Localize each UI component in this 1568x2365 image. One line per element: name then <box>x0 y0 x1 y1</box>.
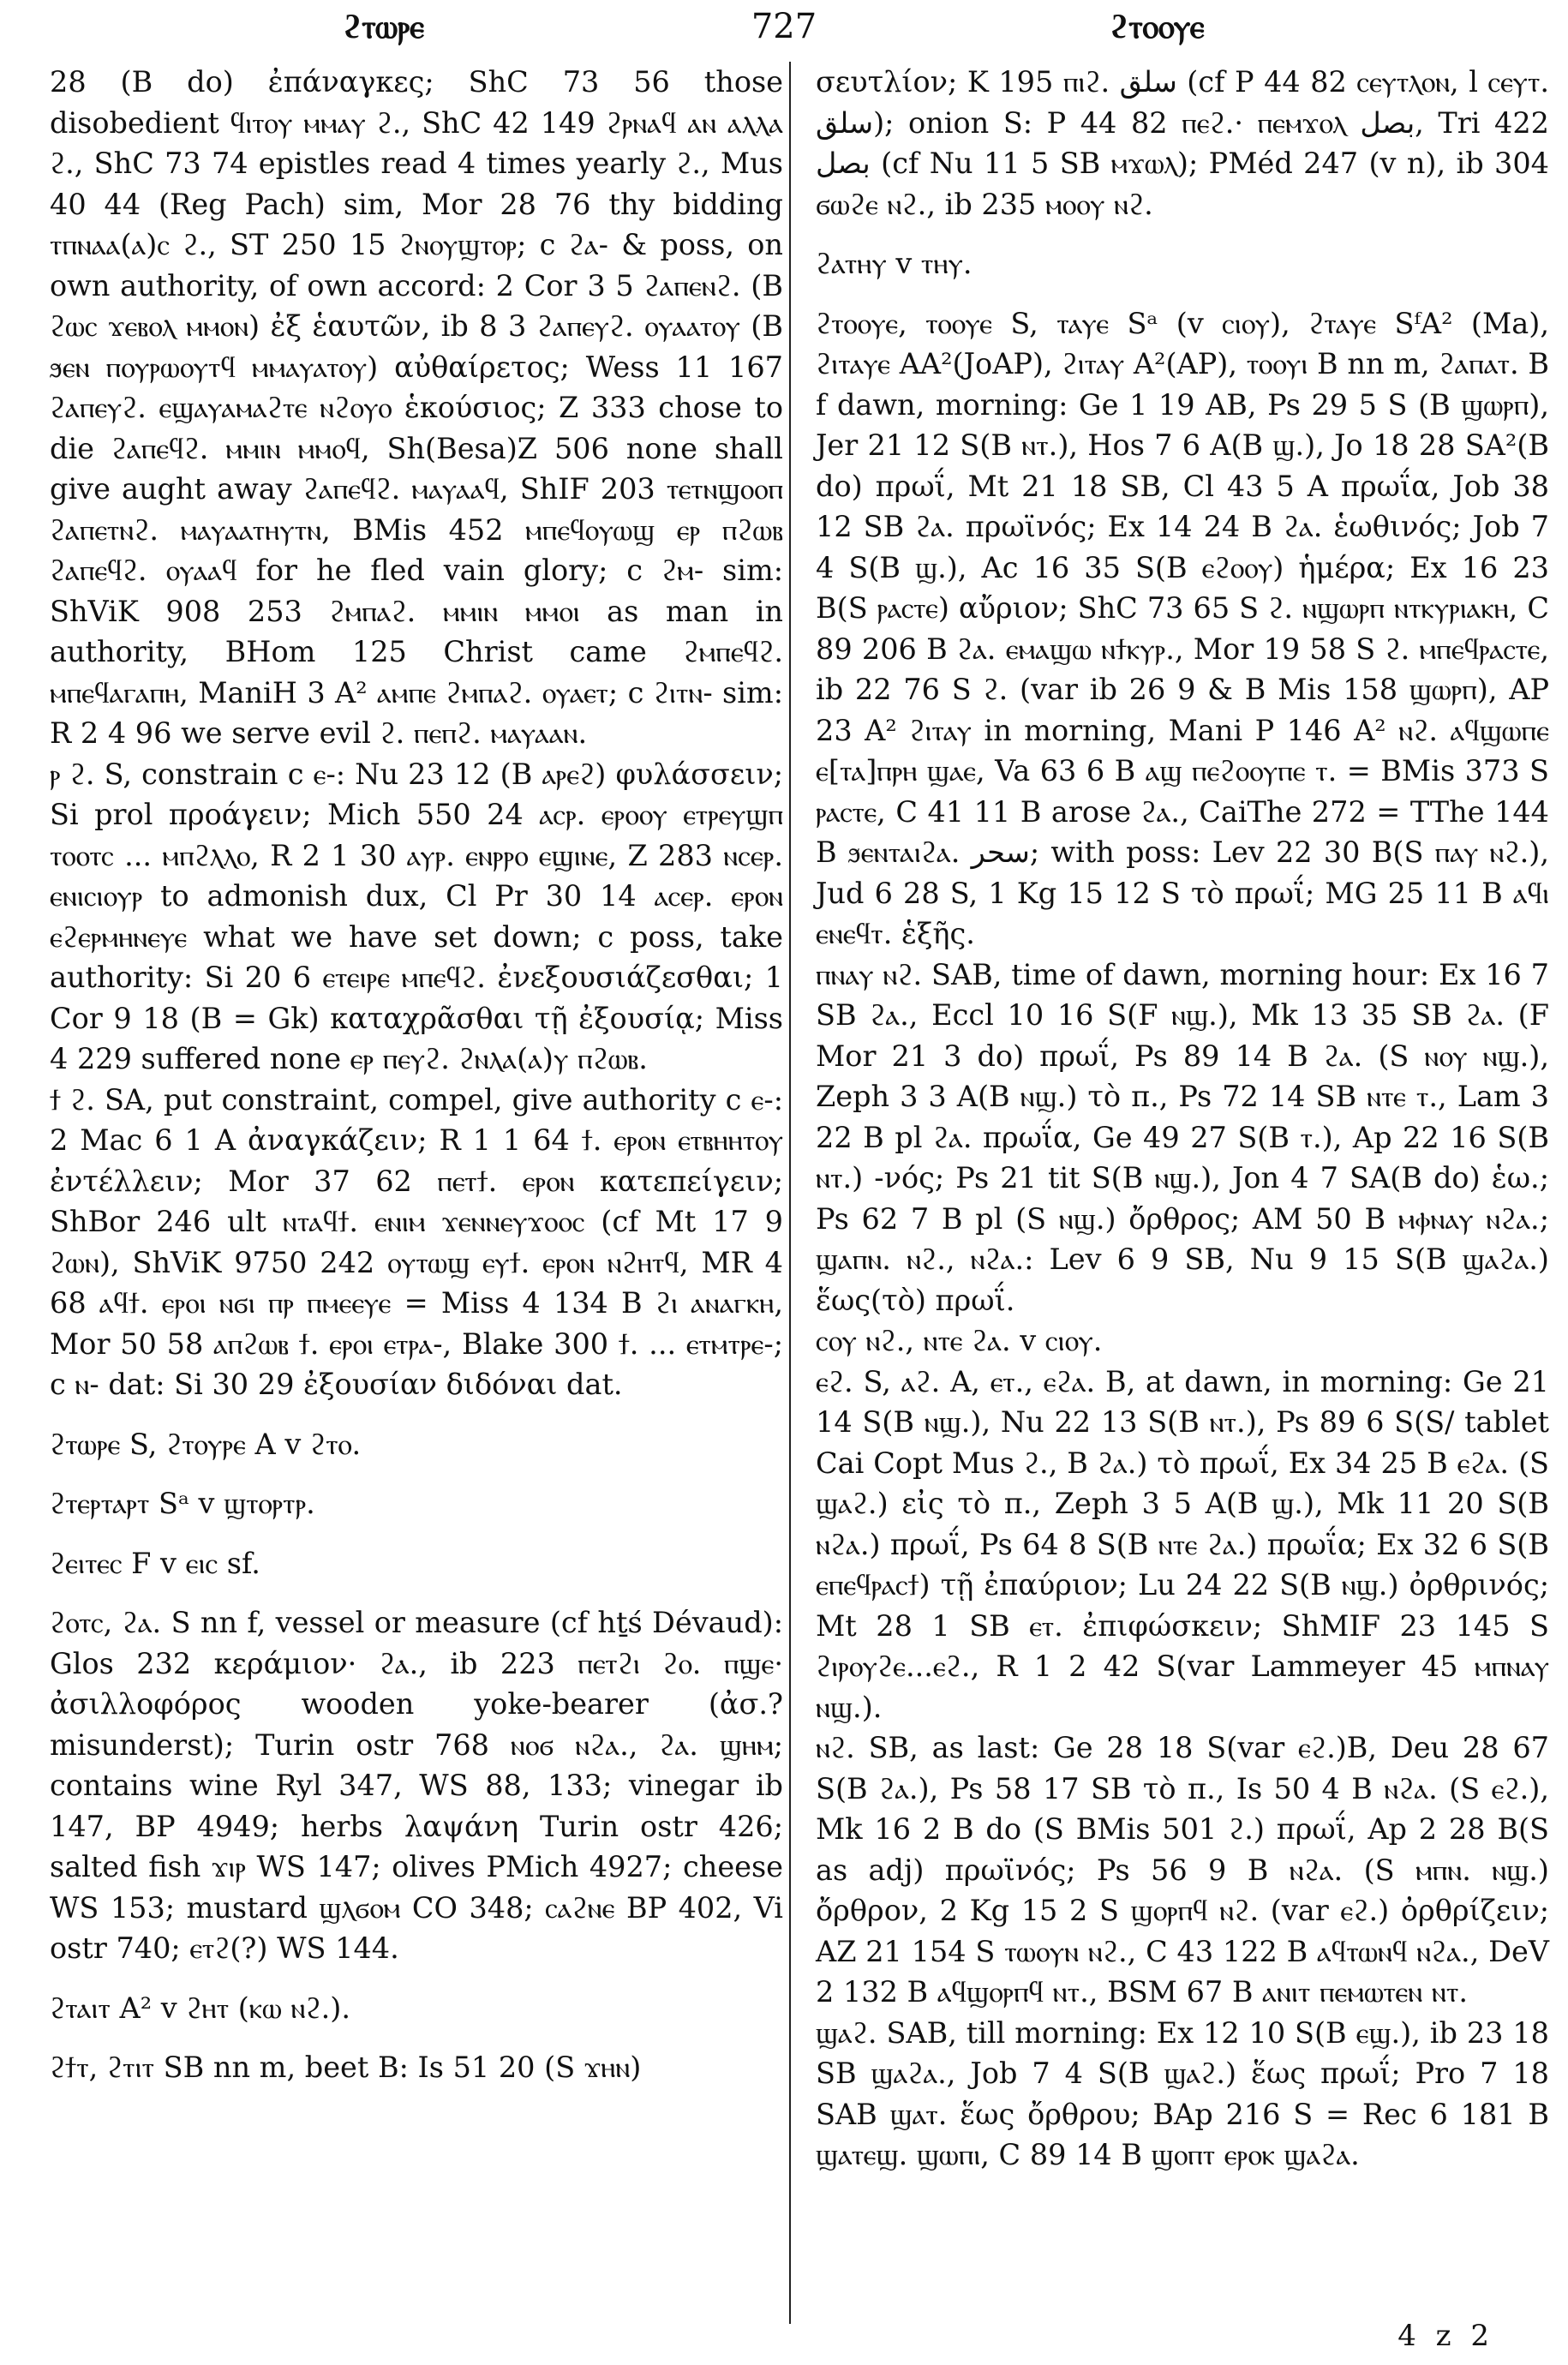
left-column <box>50 62 783 2088</box>
dictionary-entry: ϩⲧⲉⲣⲧⲁⲣⲧ Sᵃ v ϣⲧⲟⲣⲧⲣ. <box>50 1487 315 1520</box>
column-divider <box>789 62 791 2324</box>
dictionary-entry: ϩⲟⲧⲥ, ϩⲁ. S nn f, vessel or measure (cf hṯś Dévaud): Glos 232 κεράμιον· ϩⲁ., ib 223 ⲡⲉⲧϩⲓ ϩⲟ. ⲡϣⲉ· ἀσιλλοφόρος wooden yoke-bearer (ἀσ.? misunderst); Turin ostr 768 ⲛⲟϭ ⲛϩⲁ., ϩⲁ. ϣⲏⲙ; contains wine Ryl 347, WS 88, 133; vinegar ib 147, BP 4949; herbs λαψάνη Turin ostr 426; salted fish ϫⲓⲣ WS 147; olives PMich 4927; cheese WS 153; mustard ϣⲗϭⲟⲙ CO 348; ⲥⲁϩⲛⲉ BP 402, Vi ostr 740; ⲉⲧϩ(?) WS 144. <box>50 1606 783 1965</box>
entry-paragraph: ⲣ ϩ. S, constrain c ⲉ-: Nu 23 12 (B ⲁⲣⲉϩ) φυλάσσειν; Si prol προάγειν; Mich 550 24 ⲁⲥⲣ. ⲉⲣⲟⲟⲩ ⲉⲧⲣⲉⲩϣⲡ ⲧⲟⲟⲧⲥ ... ⲙⲡϩⲗⲗⲟ, R 2 1 30 ⲁⲩⲣ. ⲉⲛⲣⲣⲟ ⲉϣⲓⲛⲉ, Z 283 ⲛⲥⲉⲣ. ⲉⲛⲓⲥⲓⲟⲩⲣ to admonish dux, Cl Pr 30 14 ⲁⲥⲉⲣ. ⲉⲣⲟⲛ ⲉϩⲉⲣⲙⲏⲛⲉⲩⲉ what we have set down; c poss, take authority: Si 20 6 ⲉⲧⲉⲓⲣⲉ ⲙⲡⲉϥϩ. ἐνεξουσιάζεσθαι; 1 Cor 9 18 (B = Gk) καταχρᾶσθαι τῇ ἐξουσίᾳ; Miss 4 229 suffered none ⲉⲣ ⲡⲉⲩϩ. ϩⲛⲗⲁ(ⲁ)ⲩ ⲡϩⲱⲃ. <box>50 757 783 1075</box>
dictionary-entry: ϩⲁⲧⲏⲩ v ⲧⲏⲩ. <box>816 247 973 280</box>
entry-paragraph: ⲥⲟⲩ ⲛϩ., ⲛⲧⲉ ϩⲁ. v ⲥⲓⲟⲩ. <box>816 1324 1103 1357</box>
dictionary-entry: ϩⲉⲓⲧⲉⲥ F v ⲉⲓⲥ sf. <box>50 1546 260 1580</box>
right-running-headword: ϩⲧⲟⲟⲩⲉ <box>1110 7 1205 45</box>
running-header <box>0 7 1568 58</box>
dictionary-entry: ϩϯⲧ, ϩⲧⲓⲧ SB nn m, beet B: Is 51 20 (S ϫⲏⲛ) <box>50 2051 642 2084</box>
left-running-headword: ϩⲧⲱⲣⲉ <box>343 7 425 45</box>
dictionary-entry: ϩⲧⲱⲣⲉ S, ϩⲧⲟⲩⲣⲉ A v ϩⲧⲟ. <box>50 1427 362 1461</box>
signature-mark: 4 z 2 <box>1397 2319 1494 2353</box>
dictionary-entry: ϩⲧⲁⲓⲧ A² v ϩⲏⲧ (ⲕⲱ ⲛϩ.). <box>50 1991 351 2025</box>
entry-paragraph: ϯ ϩ. SA, put constraint, compel, give authority c ⲉ-: 2 Mac 6 1 A ἀναγκάζειν; R 1 1 64 ϯ. ⲉⲣⲟⲛ ⲉⲧⲃⲏⲏⲧⲟⲩ ἐντέλλειν; Mor 37 62 ⲡⲉⲧϯ. ⲉⲣⲟⲛ κατεπείγειν; ShBor 246 ult ⲛⲧⲁϥϯ. ⲉⲛⲓⲙ ϫⲉⲛⲛⲉⲩϫⲟⲟⲥ (cf Mt 17 9 ϩⲱⲛ), ShViK 9750 242 ⲟⲩⲧⲱϣ ⲉⲩϯ. ⲉⲣⲟⲛ ⲛϩⲏⲧϥ, MR 4 68 ⲁϥϯ. ⲉⲣⲟⲓ ⲛϭⲓ ⲡⲣ ⲡⲙⲉⲉⲩⲉ = Miss 4 134 B ϩⲓ ⲁⲛⲁⲅⲕⲏ, Mor 50 58 ⲁⲡϩⲱⲃ ϯ. ⲉⲣⲟⲓ ⲉⲧⲣⲁ-, Blake 300 ϯ. ... ⲉⲧⲙⲧⲣⲉ-; c ⲛ- dat: Si 30 29 ἐξουσίαν διδόναι dat. <box>50 1082 783 1401</box>
right-column <box>816 62 1549 2176</box>
entry-paragraph: ϣⲁϩ. SAB, till morning: Ex 12 10 S(B ⲉϣ.), ib 23 18 SB ϣⲁϩⲁ., Job 7 4 S(B ϣⲁϩ.) ἕως πρωΐ; Pro 7 18 SAB ϣⲁⲧ. ἕως ὄρθρου; BAp 216 S = Rec 6 181 B ϣⲁⲧⲉϣ. ϣⲱⲡⲓ, C 89 14 B ϣⲟⲡⲧ ⲉⲣⲟⲕ ϣⲁϩⲁ. <box>816 2015 1549 2171</box>
entry-paragraph: ⲡⲛⲁⲩ ⲛϩ. SAB, time of dawn, morning hour: Ex 16 7 SB ϩⲁ., Eccl 10 16 S(F ⲛϣ.), Mk 13 35 SB ϩⲁ. (F Mor 21 3 do) πρωΐ, Ps 89 14 B ϩⲁ. (S ⲛⲟⲩ ⲛϣ.), Zeph 3 3 A(B ⲛϣ.) τὸ π., Ps 72 14 SB ⲛⲧⲉ ⲧ., Lam 3 22 B pl ϩⲁ. πρωΐα, Ge 49 27 S(B ⲧ.), Ap 22 16 S(B ⲛⲧ.) -νός; Ps 21 tit S(B ⲛϣ.), Jon 4 7 SA(B do) ἑω.; Ps 62 7 B pl (S ⲛϣ.) ὄρθρος; AM 50 B ⲙⲫⲛⲁⲩ ⲛϩⲁ.; ϣⲁⲡⲛ. ⲛϩ., ⲛϩⲁ.: Lev 6 9 SB, Nu 9 15 S(B ϣⲁϩⲁ.) ἕως(τὸ) πρωΐ. <box>816 957 1549 1317</box>
page-number: 727 <box>751 7 817 46</box>
entry-paragraph: ⲉϩ. S, ⲁϩ. A, ⲉⲧ., ⲉϩⲁ. B, at dawn, in morning: Ge 21 14 S(B ⲛϣ.), Nu 22 13 S(B ⲛⲧ.), Ps 89 6 S(S/ tablet Cai Copt Mus ϩ., B ϩⲁ.) τὸ πρωΐ, Ex 34 25 B ⲉϩⲁ. (S ϣⲁϩ.) εἰς τὸ π., Zeph 3 5 A(B ϣ.), Mk 11 20 S(B ⲛϩⲁ.) πρωΐ, Ps 64 8 S(B ⲛⲧⲉ ϩⲁ.) πρωΐα; Ex 32 6 S(B ⲉⲡⲉϥⲣⲁⲥϯ) τῇ ἐπαύριον; Lu 24 22 S(B ⲛϣ.) ὀρθρινός; Mt 28 1 SB ⲉⲧ. ἐπιφώσκειν; ShMIF 23 145 S ϩⲓⲣⲟⲩϩⲉ...ⲉϩ., R 1 2 42 S(var Lammeyer 45 ⲙⲡⲛⲁⲩ ⲛϣ.). <box>816 1364 1549 1724</box>
entry-paragraph: σευτλίον; K 195 ⲡⲓϩ. سلق (cf P 44 82 ⲥⲉⲩⲧⲗⲟⲛ, l ⲥⲉⲩⲧ. سلق); onion S: P 44 82 ⲡⲉϩ.· ⲡⲉⲙϫⲟⲗ بصل, Tri 422 بصل (cf Nu 11 5 SB ⲙϫⲱⲗ); PMéd 247 (v n), ib 304 ϭⲱϩⲉ ⲛϩ., ib 235 ⲙⲟⲟⲩ ⲛϩ. <box>816 65 1549 221</box>
entry-paragraph: 28 (B do) ἐπάναγκες; ShC 73 56 those disobedient ϥⲓⲧⲟⲩ ⲙⲙⲁⲩ ϩ., ShC 42 149 ϩⲣⲛⲁϥ ⲁⲛ ⲁⲗⲗⲁ ϩ., ShC 73 74 epistles read 4 times yearly ϩ., Mus 40 44 (Reg Pach) sim, Mor 28 76 thy bidding ⲧⲡⲛⲁⲁ(ⲁ)ⲥ ϩ., ST 250 15 ϩⲛⲟⲩϣⲧⲟⲣ; c ϩⲁ- & poss, on own authority, of own accord: 2 Cor 3 5 ϩⲁⲡⲉⲛϩ. (B ϩⲱⲥ ϫⲉⲃⲟⲗ ⲙⲙⲟⲛ) ἐξ ἑαυτῶν, ib 8 3 ϩⲁⲡⲉⲩϩ. ⲟⲩⲁⲁⲧⲟⲩ (B ϧⲉⲛ ⲡⲟⲩⲣⲱⲟⲩⲧϥ ⲙⲙⲁⲩⲁⲧⲟⲩ) αὐθαίρετος; Wess 11 167 ϩⲁⲡⲉⲩϩ. ⲉϣⲁⲩⲁⲙⲁϩⲧⲉ ⲛϩⲟⲩⲟ ἑκούσιος; Z 333 chose to die ϩⲁⲡⲉϥϩ. ⲙⲙⲓⲛ ⲙⲙⲟϥ, Sh(Besa)Z 506 none shall give aught away ϩⲁⲡⲉϥϩ. ⲙⲁⲩⲁⲁϥ, ShIF 203 ⲧⲉⲧⲛϣⲟⲟⲡ ϩⲁⲡⲉⲧⲛϩ. ⲙⲁⲩⲁⲁⲧⲏⲩⲧⲛ, BMis 452 ⲙⲡⲉϥⲟⲩⲱϣ ⲉⲣ ⲡϩⲱⲃ ϩⲁⲡⲉϥϩ. ⲟⲩⲁⲁϥ for he fled vain glory; c ϩⲙ- sim: ShViK 908 253 ϩⲙⲡⲁϩ. ⲙⲙⲓⲛ ⲙⲙⲟⲓ as man in authority, BHom 125 Christ came ϩⲙⲡⲉϥϩ. ⲙⲡⲉϥⲁⲅⲁⲡⲏ, ManiH 3 A² ⲁⲙⲡⲉ ϩⲙⲡⲁϩ. ⲟⲩⲁⲉⲧ; c ϩⲓⲧⲛ- sim: R 2 4 96 we serve evil ϩ. ⲡⲉⲡϩ. ⲙⲁⲩⲁⲁⲛ. <box>50 65 783 750</box>
dictionary-entry: ϩⲧⲟⲟⲩⲉ, ⲧⲟⲟⲩⲉ S, ⲧⲁⲩⲉ Sᵃ (v ⲥⲓⲟⲩ), ϩⲧⲁⲩⲉ SᶠA² (Ma), ϩⲓⲧⲁⲩⲉ AA²(JoAP), ϩⲓⲧⲁⲩ A²(AP), ⲧⲟⲟⲩⲓ B nn m, ϩⲁⲡⲁⲧ. B f dawn, morning: Ge 1 19 AB, Ps 29 5 S (B ϣⲱⲣⲡ), Jer 21 12 S(B ⲛⲧ.), Hos 7 6 A(B ϣ.), Jo 18 28 SA²(B do) πρωΐ, Mt 21 18 SB, Cl 43 5 A πρωΐα, Job 38 12 SB ϩⲁ. πρωϊνός; Ex 14 24 B ϩⲁ. ἑωθινός; Job 7 4 S(B ϣ.), Ac 16 35 S(B ⲉϩⲟⲟⲩ) ἡμέρα; Ex 16 23 B(S ⲣⲁⲥⲧⲉ) αὔριον; ShC 73 65 S ϩ. ⲛϣⲱⲣⲡ ⲛⲧⲕⲩⲣⲓⲁⲕⲏ, C 89 206 B ϩⲁ. ⲉⲙⲁϣⲱ ⲛϯⲕⲩⲣ., Mor 19 58 S ϩ. ⲙⲡⲉϥⲣⲁⲥⲧⲉ, ib 22 76 S ϩ. (var ib 26 9 & B Mis 158 ϣⲱⲣⲡ), AP 23 A² ϩⲓⲧⲁⲩ in morning, Mani P 146 A² ⲛϩ. ⲁϥϣⲱⲡⲉ ⲉ[ⲧⲁ]ⲡⲣⲏ ϣⲁⲉ, Va 63 6 B ⲁϣ ⲡⲉϩⲟⲟⲩⲡⲉ ⲧ. = BMis 373 S ⲣⲁⲥⲧⲉ, C 41 11 B arose ϩⲁ., CaiThe 272 = TThe 144 B ϧⲉⲛⲧⲁⲓϩⲁ. سحر; with poss: Lev 22 30 B(S ⲡⲁⲩ ⲛϩ.), Jud 6 28 S, 1 Kg 15 12 S τὸ πρωΐ; MG 25 11 B ⲁϥⲓ ⲉⲛⲉϥⲧ. ἑξῆς. <box>816 306 1550 950</box>
entry-paragraph: ⲛϩ. SB, as last: Ge 28 18 S(var ⲉϩ.)B, Deu 28 67 S(B ϩⲁ.), Ps 58 17 SB τὸ π., Is 50 4 B ⲛϩⲁ. (S ⲉϩ.), Mk 16 2 B do (S BMis 501 ϩ.) πρωΐ, Ap 2 28 B(S as adj) πρωϊνός; Ps 56 9 B ⲛϩⲁ. (S ⲙⲡⲛ. ⲛϣ.) ὄρθρον, 2 Kg 15 2 S ϣⲟⲣⲡϥ ⲛϩ. (var ⲉϩ.) ὀρθρίζειν; AZ 21 154 S ⲧⲱⲟⲩⲛ ⲛϩ., C 43 122 B ⲁϥⲧⲱⲛϥ ⲛϩⲁ., DeV 2 132 B ⲁϥϣⲟⲣⲡϥ ⲛⲧ., BSM 67 B ⲁⲛⲓⲧ ⲡⲉⲙⲱⲧⲉⲛ ⲛⲧ. <box>816 1731 1549 2009</box>
